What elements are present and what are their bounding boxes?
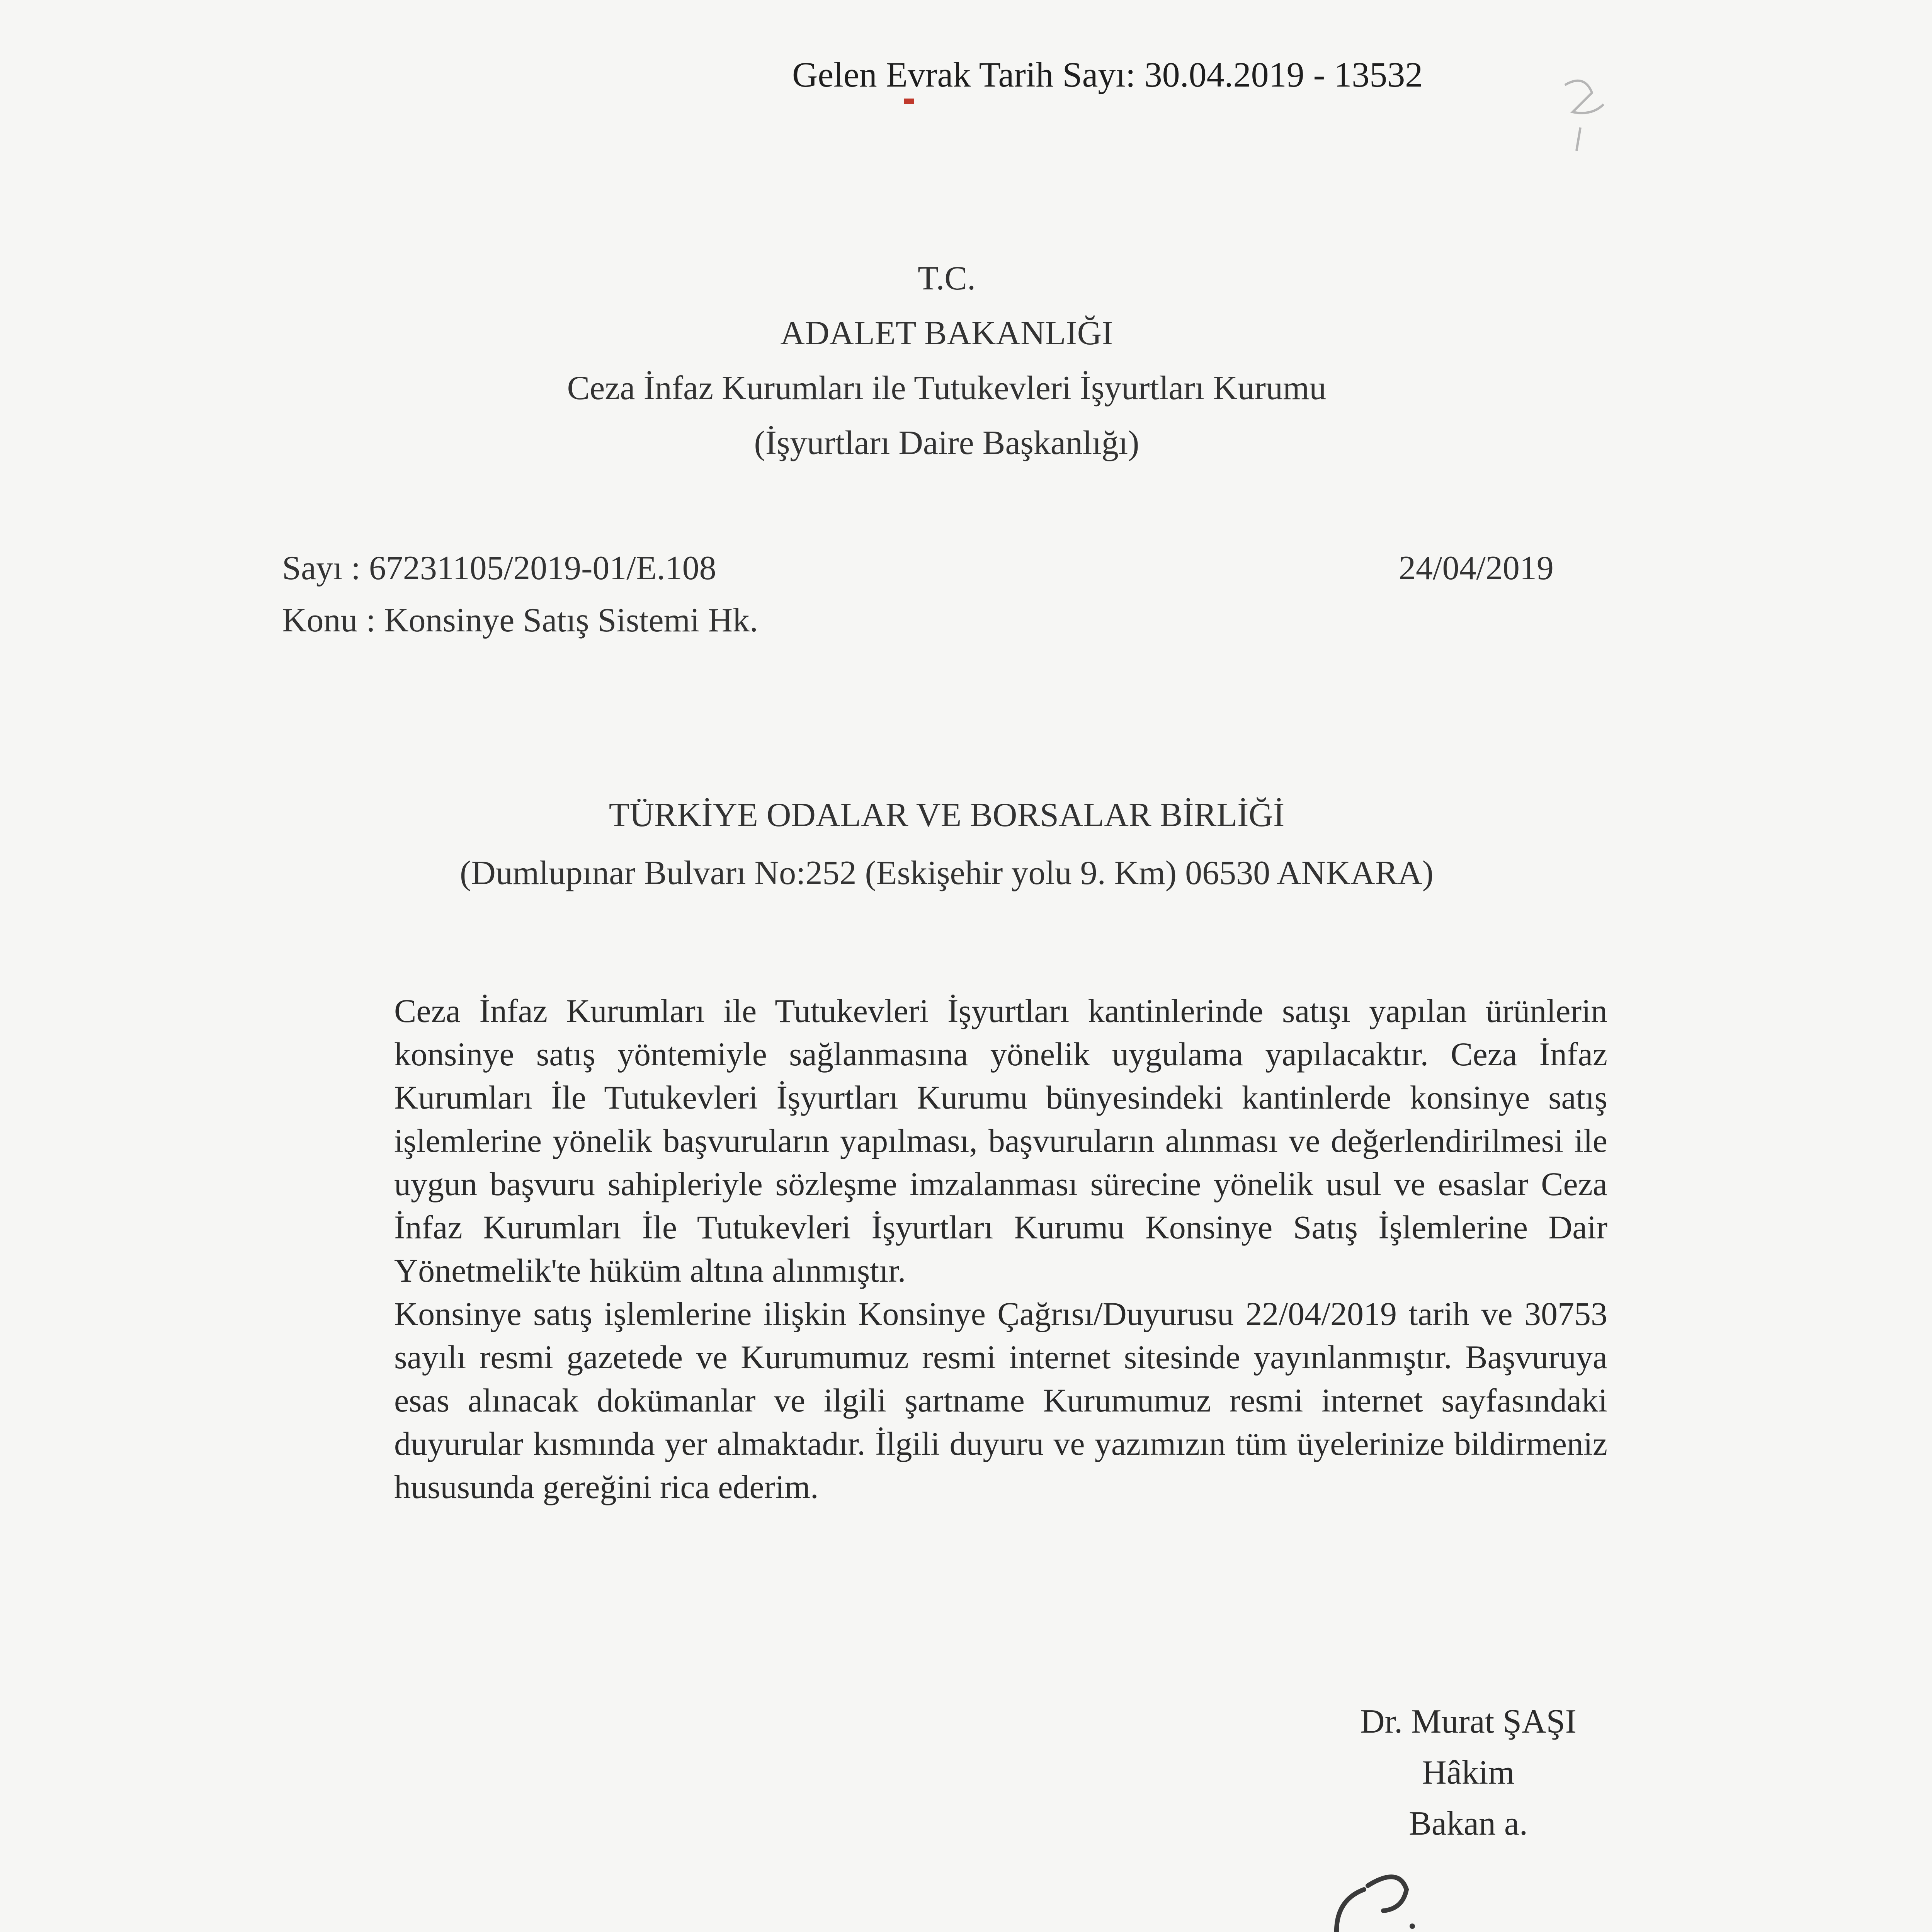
signatory-title: Hâkim bbox=[1422, 1754, 1515, 1791]
recipient-block bbox=[0, 786, 1893, 902]
e-signature-scribble bbox=[1310, 1843, 1580, 1932]
letterhead-department: (İşyurtları Daire Başkanlığı) bbox=[754, 424, 1139, 462]
letterhead-institution: Ceza İnfaz Kurumları ile Tutukevleri İşyurtları Kurumu bbox=[567, 369, 1327, 407]
signatory-block bbox=[1333, 1696, 1604, 1849]
letterhead-tc: T.C. bbox=[918, 260, 976, 297]
subject-line: Konu : Konsinye Satış Sistemi Hk. bbox=[282, 602, 759, 639]
incoming-document-stamp: Gelen Evrak Tarih Sayı: 30.04.2019 - 13532 bbox=[792, 55, 1423, 94]
document-date: 24/04/2019 bbox=[1399, 549, 1554, 587]
reference-number: Sayı : 67231105/2019-01/E.108 bbox=[282, 549, 716, 587]
signatory-role: Bakan a. bbox=[1409, 1805, 1528, 1842]
body-paragraph-2: Konsinye satış işlemlerine ilişkin Konsinye Çağrısı/Duyurusu 22/04/2019 tarih ve 30753 sayılı resmi gazetede ve Kurumumuz resmi internet sitesinde yayınlanmıştır. Başvuruya esas alınacak dokümanlar ve ilgili şartname Kurumumuz resmi internet sayfasındaki duyurular kısmında yer almaktadır. İlgili duyuru ve yazımızın tüm üyelerinize bildirmeniz hususunda gereğini rica ederim. bbox=[394, 1295, 1607, 1505]
recipient-name: TÜRKİYE ODALAR VE BORSALAR BİRLİĞİ bbox=[609, 796, 1285, 834]
body-paragraph-1: Ceza İnfaz Kurumları ile Tutukevleri İşyurtları kantinlerinde satışı yapılan ürünlerin konsinye satış yöntemiyle sağlanmasına yönelik uygulama yapılacaktır. Ceza İnfaz Kurumları İle Tutukevleri İşyurtları Kurumu bünyesindeki kantinlerde konsinye satış işlemlerine yönelik başvuruların yapılması, başvuruların alınması ve değerlendirilmesi ile uygun başvuru sahipleriyle sözleşme imzalanması sürecine yönelik usul ve esaslar Ceza İnfaz Kurumları İle Tutukevleri İşyurtları Kurumu Konsinye Satış İşlemlerine Dair Yönetmelik'te hüküm altına alınmıştır. bbox=[394, 992, 1607, 1289]
letterhead-ministry: ADALET BAKANLIĞI bbox=[780, 315, 1113, 352]
letter-body bbox=[394, 989, 1607, 1509]
signatory-name: Dr. Murat ŞAŞI bbox=[1360, 1703, 1577, 1740]
recipient-address: (Dumlupınar Bulvarı No:252 (Eskişehir yolu 9. Km) 06530 ANKARA) bbox=[460, 854, 1434, 892]
red-mark bbox=[904, 99, 914, 104]
pencil-scribble-icon bbox=[1549, 70, 1615, 158]
letterhead bbox=[0, 251, 1893, 471]
